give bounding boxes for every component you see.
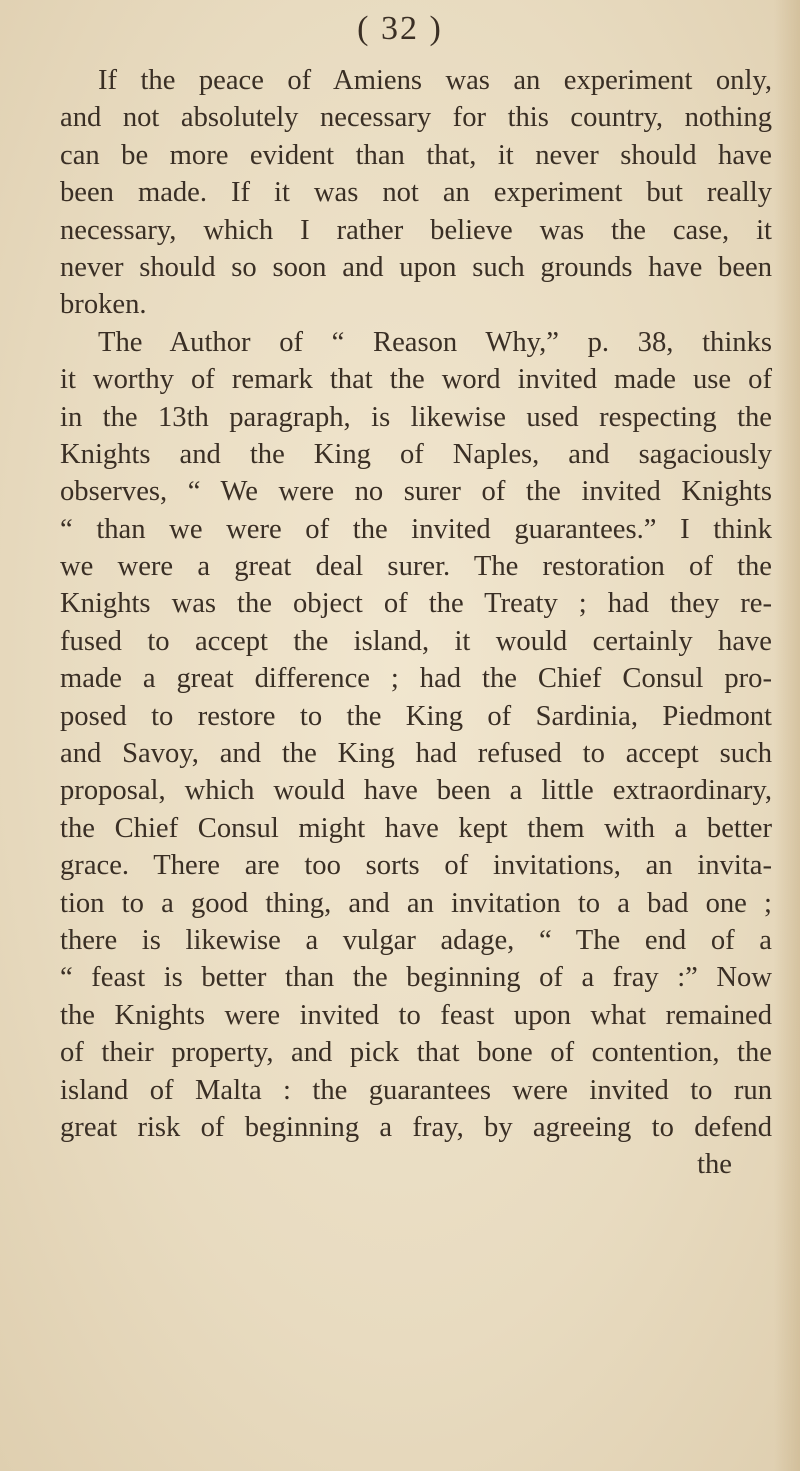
text-line: been made. If it was not an experiment but really (60, 177, 772, 209)
text-line: broken. (60, 289, 147, 321)
text-line: island of Malta : the guarantees were invited to run (60, 1074, 772, 1106)
text-line: The Author of “ Reason Why,” p. 38, thinks (98, 326, 772, 358)
text-line: in the 13th paragraph, is likewise used respecting the (60, 401, 772, 433)
text-line: and Savoy, and the King had refused to accept such (60, 738, 772, 770)
text-line: and not absolutely necessary for this country, nothing (60, 102, 772, 134)
text-line: “ than we were of the invited guarantees.” I think (60, 513, 772, 545)
text-line: we were a great deal surer. The restoration of the (60, 551, 772, 583)
text-line: the Chief Consul might have kept them with a better (60, 812, 772, 844)
text-line: there is likewise a vulgar adage, “ The end of a (60, 924, 772, 956)
page-number: ( 32 ) (357, 10, 443, 47)
page-edge-shadow (774, 0, 800, 1471)
text-line: it worthy of remark that the word invited made use of (60, 364, 772, 396)
text-line: never should so soon and upon such grounds have been (60, 251, 772, 283)
text-line: tion to a good thing, and an invitation to a bad one ; (60, 887, 772, 919)
text-line: posed to restore to the King of Sardinia, Piedmont (60, 700, 772, 732)
text-line: of their property, and pick that bone of contention, the (60, 1037, 772, 1069)
text-line: Knights was the object of the Treaty ; had they re- (60, 588, 772, 620)
text-line: Knights and the King of Naples, and sagaciously (60, 438, 772, 470)
text-line: necessary, which I rather believe was the case, it (60, 214, 772, 246)
text-line: proposal, which would have been a little extraordinary, (60, 775, 772, 807)
catchword: the (697, 1149, 732, 1181)
text-line: observes, “ We were no surer of the invited Knights (60, 476, 772, 508)
text-line: made a great difference ; had the Chief Consul pro- (60, 663, 772, 695)
text-line: great risk of beginning a fray, by agreeing to defend (60, 1111, 772, 1143)
text-line: can be more evident than that, it never should have (60, 139, 772, 171)
text-line: If the peace of Amiens was an experiment only, (98, 65, 772, 96)
text-line: “ feast is better than the beginning of a fray :” Now (60, 962, 772, 994)
body-text (60, 62, 772, 1184)
text-line: fused to accept the island, it would certainly have (60, 625, 772, 657)
text-line: grace. There are too sorts of invitations, an invita- (60, 850, 772, 882)
text-line: the Knights were invited to feast upon what remained (60, 999, 772, 1031)
